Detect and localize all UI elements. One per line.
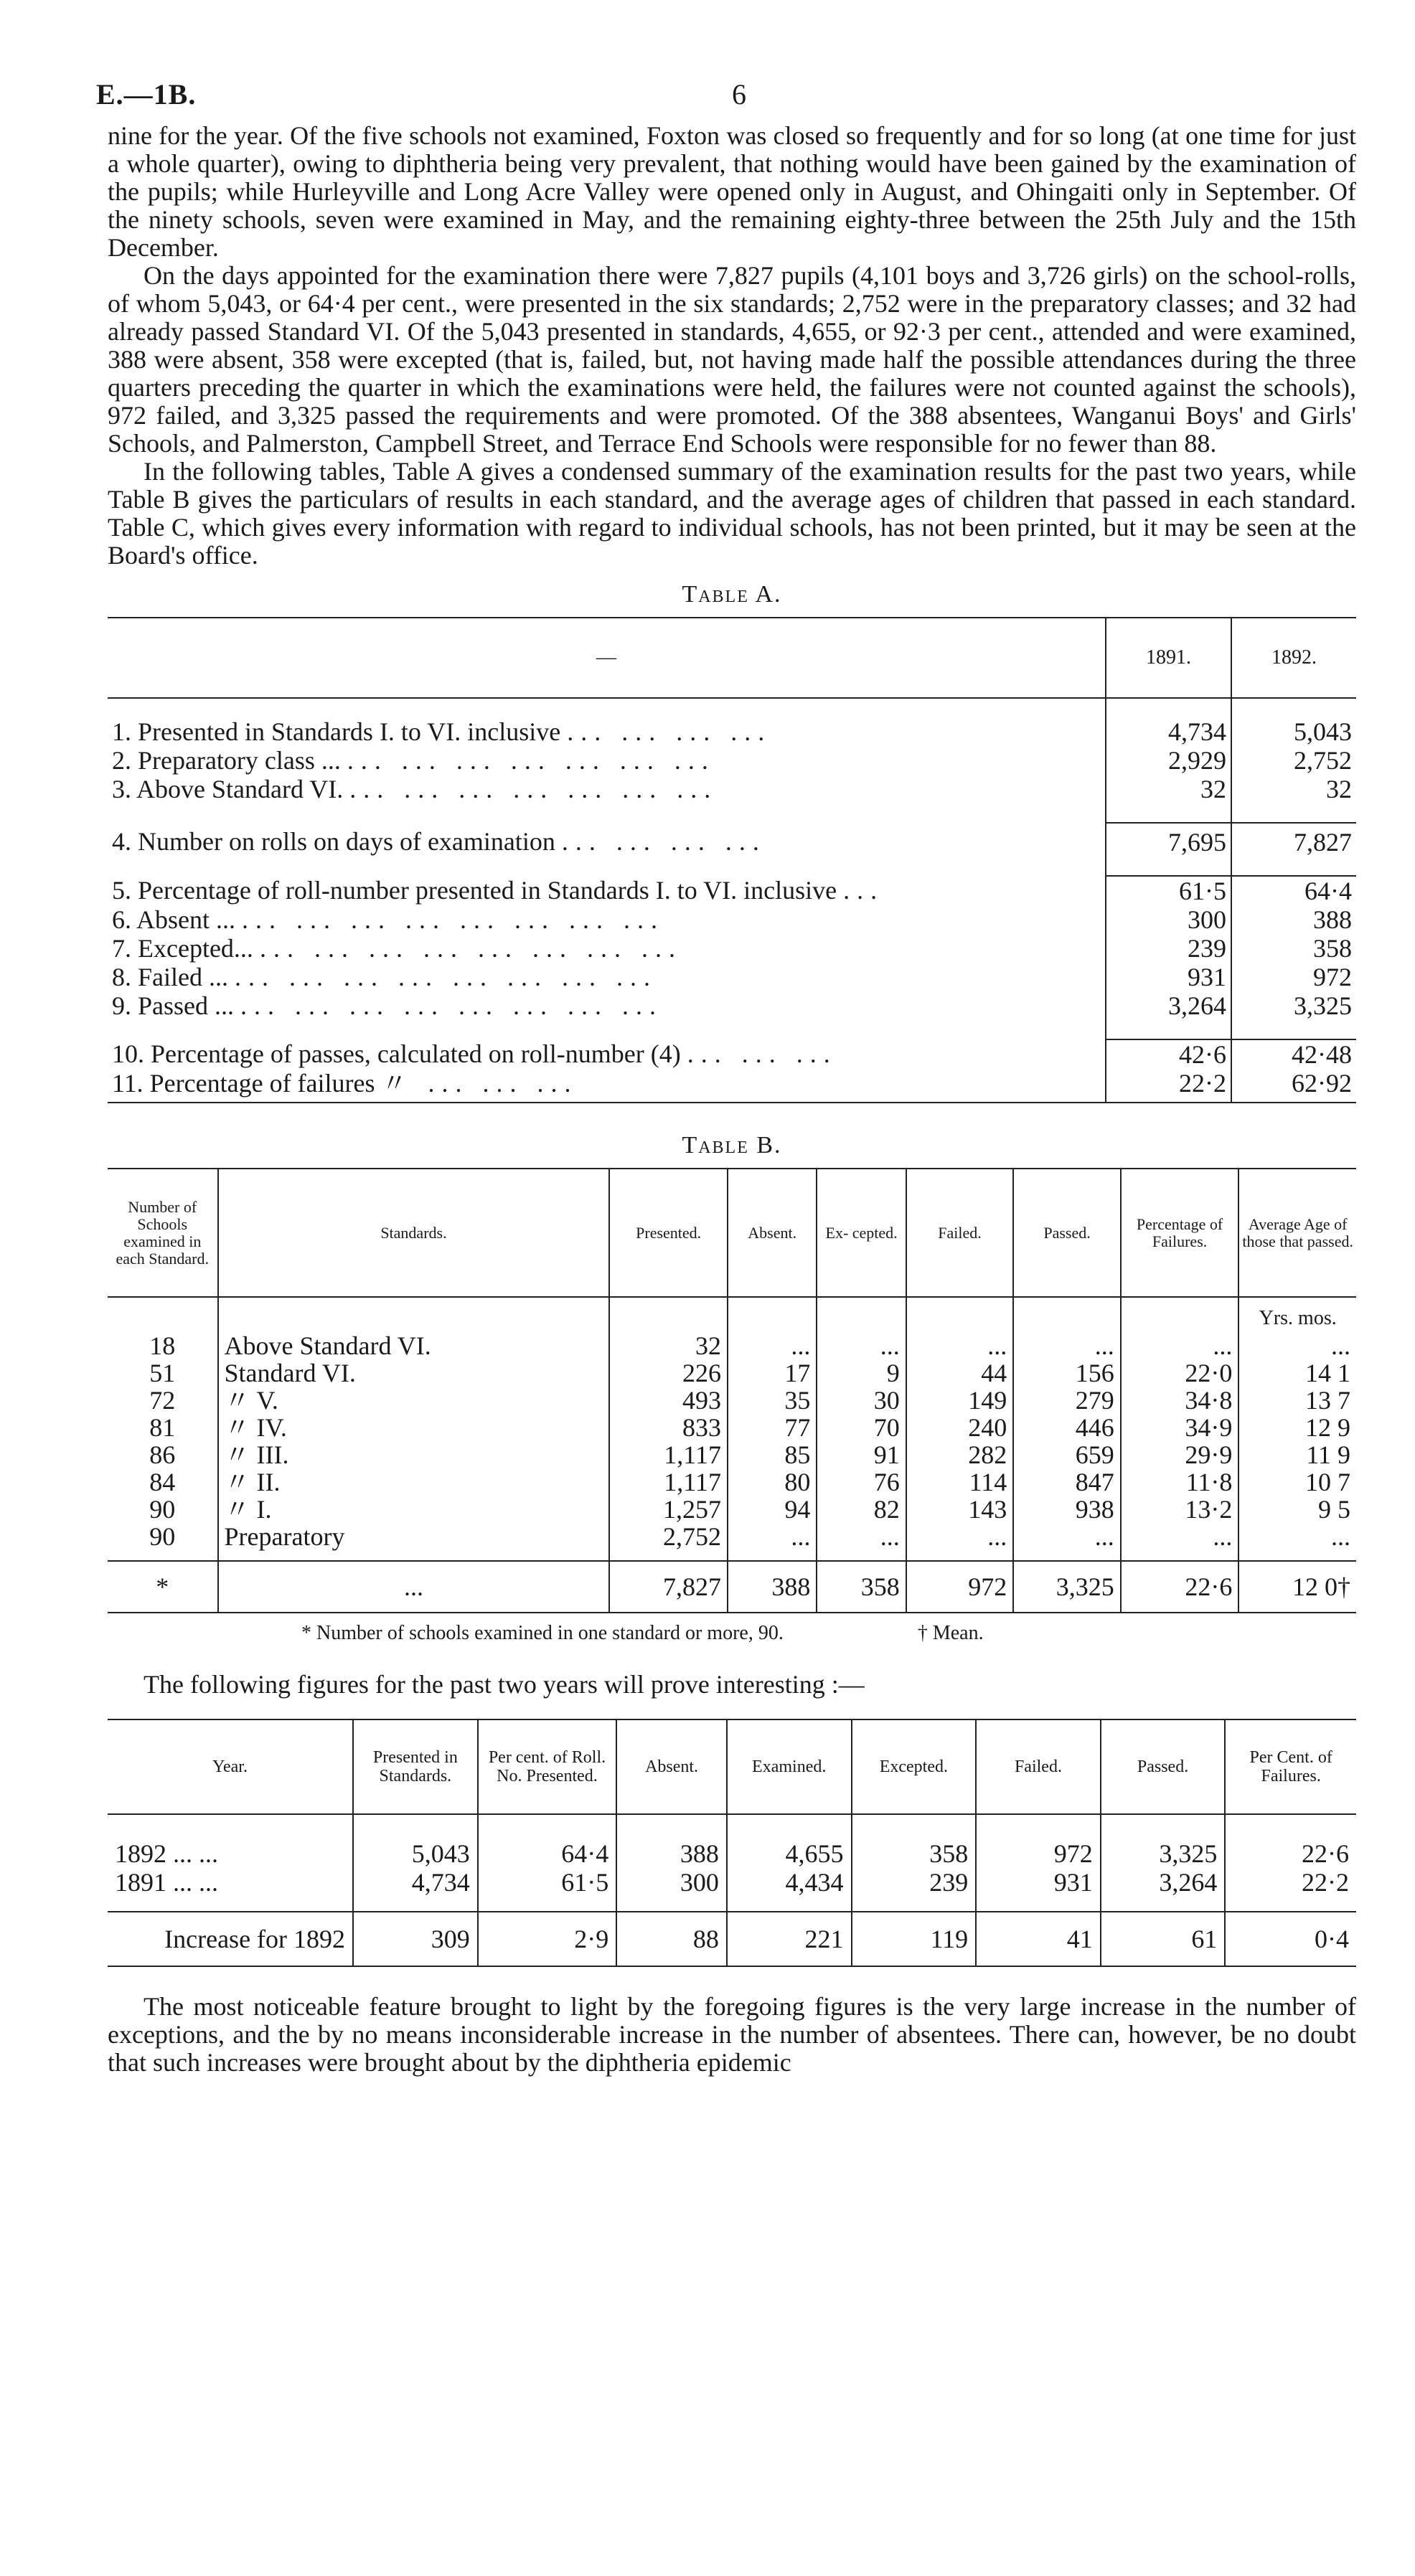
cell-absent: 388: [728, 1561, 817, 1613]
table-b: [108, 1168, 1356, 1613]
value-1892: 32: [1231, 775, 1356, 803]
cell-passed: 3,264: [1101, 1868, 1226, 1912]
table-c: [108, 1719, 1356, 1967]
cell-presented: 1,117: [609, 1441, 728, 1468]
cell-failed: ...: [906, 1332, 1014, 1359]
cell-schools: 90: [149, 1522, 176, 1551]
paragraph-1: nine for the year. Of the five schools not examined, Foxton was closed so frequently and for so long (at one time for just a whole quarter), owing to diphtheria being very prevalent, that nothing would have been gained by the examination of the pupils; while Hurleyville and Long Acre Valley were opened only in August, and Ohingaiti only in September. Of the ninety schools, seven were examined in May, and the remaining eighty-three between the 25th July and the 15th December.: [108, 121, 1356, 262]
cell-absent: 88: [616, 1912, 727, 1966]
value-1892: 358: [1231, 934, 1356, 963]
cell-presented: 1,257: [609, 1496, 728, 1523]
row-label: 3. Above Standard VI.: [112, 775, 344, 803]
header-passed: Passed.: [1101, 1719, 1226, 1814]
value-1891: 931: [1106, 963, 1231, 991]
cell-failed: 931: [976, 1868, 1101, 1912]
cell-excepted: 239: [852, 1868, 977, 1912]
value-1891: 22·2: [1106, 1069, 1231, 1103]
cell-passed: 446: [1013, 1414, 1121, 1441]
cell-pct-fail: 22·6: [1225, 1814, 1356, 1868]
table-row: [108, 1814, 1356, 1868]
cell-passed: 847: [1013, 1468, 1121, 1496]
cell-presented: 5,043: [353, 1814, 478, 1868]
cell-age: 13 7: [1238, 1387, 1356, 1414]
cell-excepted: 70: [817, 1414, 906, 1441]
leader-dots: ... ... ... ... ... ... ... ...: [234, 963, 657, 991]
cell-absent: 35: [728, 1387, 817, 1414]
table-row: [108, 1468, 1356, 1496]
leader-dots: 〃 ... ... ...: [381, 1069, 578, 1098]
cell-absent: 388: [616, 1814, 727, 1868]
value-1892: 5,043: [1231, 717, 1356, 746]
value-1892: 972: [1231, 963, 1356, 991]
header-failed: Failed.: [906, 1169, 1014, 1297]
cell-presented: 4,734: [353, 1868, 478, 1912]
cell-presented: 493: [609, 1387, 728, 1414]
header-excepted: Ex- cepted.: [817, 1169, 906, 1297]
cell-excepted: 358: [817, 1561, 906, 1613]
header-pct-failures: Percentage of Failures.: [1121, 1169, 1239, 1297]
cell-passed: ...: [1013, 1523, 1121, 1561]
header-pct-roll: Per cent. of Roll. No. Presented.: [478, 1719, 617, 1814]
cell-year: Increase for 1892: [108, 1912, 353, 1966]
value-1892: 3,325: [1231, 991, 1356, 1020]
cell-pct: ...: [1121, 1523, 1239, 1561]
closing-paragraph: The most noticeable feature brought to light by the foregoing figures is the very large increase in the number of exceptions, and the by no means inconsiderable increase in the number of absentees. There can, however, be no doubt that such increases were brought about by the diphtheria epidemic: [108, 1992, 1356, 2077]
header-excepted: Excepted.: [852, 1719, 977, 1814]
paragraph-3: In the following tables, Table A gives a condensed summary of the examination results for the past two years, while Table B gives the particulars of results in each standard, and the average ages of children that passed in each standard. Table C, which gives every information with regard to individual schools, has not been printed, but it may be seen at the Board's office.: [108, 457, 1356, 570]
table-row: [108, 1523, 1356, 1561]
cell-pct: 22·6: [1121, 1561, 1239, 1613]
table-b-footnote: [301, 1622, 1356, 1645]
age-units: Yrs. mos.: [1238, 1297, 1356, 1332]
cell-standard: 〃 III.: [218, 1441, 610, 1468]
row-label: 7. Excepted...: [112, 934, 253, 963]
cell-pct-roll: 61·5: [478, 1868, 617, 1912]
cell-age: 10 7: [1238, 1468, 1356, 1496]
header-absent: Absent.: [616, 1719, 727, 1814]
table-a-year-1892: 1892.: [1231, 618, 1356, 698]
cell-year: 1892 ... ...: [115, 1839, 218, 1868]
cell-pct: 34·8: [1121, 1387, 1239, 1414]
table-row: [108, 1868, 1356, 1912]
cell-failed: 41: [976, 1912, 1101, 1966]
value-1891: 3,264: [1106, 991, 1231, 1020]
cell-age: 9 5: [1238, 1496, 1356, 1523]
value-1891: 32: [1106, 775, 1231, 803]
table-row: [108, 963, 1356, 991]
row-label: 5. Percentage of roll-number presented in Standards I. to VI. inclusive: [112, 876, 837, 905]
table-row: [108, 1414, 1356, 1441]
cell-presented: 226: [609, 1359, 728, 1387]
table-row: [108, 1359, 1356, 1387]
table-row: [108, 746, 1356, 775]
cell-excepted: 91: [817, 1441, 906, 1468]
cell-age: ...: [1238, 1332, 1356, 1359]
table-row: [108, 1297, 1356, 1332]
value-1892: 42·48: [1231, 1039, 1356, 1069]
cell-standard: Above Standard VI.: [218, 1332, 610, 1359]
cell-schools: 72: [149, 1386, 176, 1415]
cell-passed: 156: [1013, 1359, 1121, 1387]
row-label: 8. Failed ...: [112, 963, 228, 991]
cell-excepted: 76: [817, 1468, 906, 1496]
interesting-intro: The following figures for the past two years will prove interesting :—: [144, 1670, 865, 1699]
value-1892: 62·92: [1231, 1069, 1356, 1103]
table-row: [108, 1387, 1356, 1414]
table-b-caption: Table B.: [682, 1132, 782, 1159]
cell-schools: 51: [149, 1359, 176, 1387]
cell-presented: 309: [353, 1912, 478, 1966]
value-1891: 7,695: [1106, 823, 1231, 857]
cell-failed: 143: [906, 1496, 1014, 1523]
table-c-increase-row: [108, 1912, 1356, 1966]
cell-presented: 2,752: [609, 1523, 728, 1561]
cell-failed: 44: [906, 1359, 1014, 1387]
table-row: [108, 1069, 1356, 1103]
cell-pct: 22·0: [1121, 1359, 1239, 1387]
cell-passed: 61: [1101, 1912, 1226, 1966]
table-row: [108, 775, 1356, 803]
cell-standard: 〃 IV.: [218, 1414, 610, 1441]
value-1891: 42·6: [1106, 1039, 1231, 1069]
cell-age: 12 0†: [1238, 1561, 1356, 1613]
table-row: [108, 876, 1356, 905]
cell-schools: 86: [149, 1440, 176, 1469]
leader-dots: ... ... ... ... ... ... ... ...: [259, 934, 682, 963]
page-header: [96, 72, 1356, 122]
cell-examined: 4,655: [727, 1814, 852, 1868]
table-b-total-row: [108, 1561, 1356, 1613]
cell-age: 11 9: [1238, 1441, 1356, 1468]
table-row: [108, 991, 1356, 1020]
table-a-dash: —: [108, 618, 1106, 698]
cell-failed: 972: [976, 1814, 1101, 1868]
cell-passed: 3,325: [1013, 1561, 1121, 1613]
cell-presented: 833: [609, 1414, 728, 1441]
value-1892: 388: [1231, 905, 1356, 934]
cell-excepted: 358: [852, 1814, 977, 1868]
table-row: [108, 1039, 1356, 1069]
table-row: [108, 934, 1356, 963]
cell-passed: ...: [1013, 1332, 1121, 1359]
value-1891: 4,734: [1106, 717, 1231, 746]
table-a-caption: Table A.: [682, 581, 782, 608]
cell-failed: 114: [906, 1468, 1014, 1496]
header-passed: Passed.: [1013, 1169, 1121, 1297]
leader-dots: ... ... ... ... ... ... ...: [349, 775, 718, 803]
cell-age: ...: [1238, 1523, 1356, 1561]
value-1891: 2,929: [1106, 746, 1231, 775]
header-failed: Failed.: [976, 1719, 1101, 1814]
cell-absent: 85: [728, 1441, 817, 1468]
document-reference: E.—1B.: [96, 78, 197, 110]
cell-age: 12 9: [1238, 1414, 1356, 1441]
cell-absent: ...: [728, 1332, 817, 1359]
footnote-schools: * Number of schools examined in one standard or more, 90.: [301, 1622, 784, 1644]
cell-pct: 13·2: [1121, 1496, 1239, 1523]
cell-excepted: ...: [817, 1523, 906, 1561]
cell-schools: 84: [149, 1468, 176, 1496]
cell-pct-roll: 64·4: [478, 1814, 617, 1868]
cell-schools: 18: [149, 1331, 176, 1360]
cell-presented: 7,827: [609, 1561, 728, 1613]
leader-dots: ... ... ...: [687, 1039, 837, 1068]
value-1892: 64·4: [1231, 876, 1356, 905]
leader-dots: ... ... ... ... ... ... ... ...: [242, 905, 665, 934]
table-row: [108, 717, 1356, 746]
cell-absent: 80: [728, 1468, 817, 1496]
header-absent: Absent.: [728, 1169, 817, 1297]
table-a-year-1891: 1891.: [1106, 618, 1231, 698]
row-label: 9. Passed ...: [112, 991, 234, 1020]
header-examined: Examined.: [727, 1719, 852, 1814]
leader-dots: ... ... ... ...: [567, 717, 772, 746]
table-row: [108, 905, 1356, 934]
cell-pct: 34·9: [1121, 1414, 1239, 1441]
cell-standard: 〃 II.: [218, 1468, 610, 1496]
leader-dots: ... ... ... ... ... ... ...: [347, 746, 715, 775]
row-label: 10. Percentage of passes, calculated on roll-number (4): [112, 1039, 681, 1068]
cell-standard: Preparatory: [218, 1523, 610, 1561]
header-presented: Presented in Standards.: [353, 1719, 478, 1814]
header-presented: Presented.: [609, 1169, 728, 1297]
cell-excepted: 82: [817, 1496, 906, 1523]
table-b-header: [108, 1169, 1356, 1297]
cell-presented: 1,117: [609, 1468, 728, 1496]
header-average-age: Average Age of those that passed.: [1238, 1169, 1356, 1297]
cell-absent: 300: [616, 1868, 727, 1912]
cell-failed: 149: [906, 1387, 1014, 1414]
header-year: Year.: [108, 1719, 353, 1814]
cell-examined: 221: [727, 1912, 852, 1966]
cell-failed: 282: [906, 1441, 1014, 1468]
cell-excepted: 9: [817, 1359, 906, 1387]
cell-pct: 29·9: [1121, 1441, 1239, 1468]
cell-failed: 972: [906, 1561, 1014, 1613]
cell-excepted: 119: [852, 1912, 977, 1966]
cell-passed: 938: [1013, 1496, 1121, 1523]
cell-schools: 90: [149, 1495, 176, 1524]
cell-failed: 240: [906, 1414, 1014, 1441]
leader-dots: ... ... ... ...: [561, 827, 766, 856]
leader-dots: ... ... ... ... ... ... ... ...: [240, 991, 663, 1020]
table-row: [108, 1496, 1356, 1523]
cell-passed: 659: [1013, 1441, 1121, 1468]
table-row: [108, 1441, 1356, 1468]
row-label: 2. Preparatory class ...: [112, 746, 341, 775]
value-1892: 7,827: [1231, 823, 1356, 857]
header-pct-failures: Per Cent. of Failures.: [1225, 1719, 1356, 1814]
cell-absent: ...: [728, 1523, 817, 1561]
page-number: 6: [732, 78, 746, 110]
cell-presented: 32: [609, 1332, 728, 1359]
cell-pct-fail: 0·4: [1225, 1912, 1356, 1966]
footnote-mean: † Mean.: [917, 1622, 984, 1644]
document-page: [96, 72, 1356, 2077]
cell-absent: 94: [728, 1496, 817, 1523]
cell-absent: 77: [728, 1414, 817, 1441]
row-label: 4. Number on rolls on days of examination: [112, 827, 555, 856]
cell-failed: ...: [906, 1523, 1014, 1561]
cell-passed: 3,325: [1101, 1814, 1226, 1868]
table-row: [108, 823, 1356, 857]
value-1892: 2,752: [1231, 746, 1356, 775]
cell-pct: 11·8: [1121, 1468, 1239, 1496]
cell-pct-fail: 22·2: [1225, 1868, 1356, 1912]
cell-excepted: ...: [817, 1332, 906, 1359]
value-1891: 300: [1106, 905, 1231, 934]
value-1891: 61·5: [1106, 876, 1231, 905]
cell-standard: Standard VI.: [218, 1359, 610, 1387]
header-standards: Standards.: [218, 1169, 610, 1297]
cell-year: 1891 ... ...: [115, 1868, 218, 1897]
cell-examined: 4,434: [727, 1868, 852, 1912]
table-a-header: [108, 618, 1356, 698]
cell-pct-roll: 2·9: [478, 1912, 617, 1966]
table-c-header: [108, 1719, 1356, 1814]
cell-standard: ...: [218, 1561, 610, 1613]
cell-schools: 81: [149, 1413, 176, 1442]
leader-dots: ...: [843, 876, 885, 905]
header-schools: Number of Schools examined in each Standard.: [108, 1169, 218, 1297]
cell-standard: 〃 I.: [218, 1496, 610, 1523]
table-row: [108, 1332, 1356, 1359]
cell-pct: ...: [1121, 1332, 1239, 1359]
cell-excepted: 30: [817, 1387, 906, 1414]
cell-absent: 17: [728, 1359, 817, 1387]
row-label: 1. Presented in Standards I. to VI. inclusive: [112, 717, 561, 746]
cell-age: 14 1: [1238, 1359, 1356, 1387]
table-a: [108, 617, 1356, 1103]
row-label: 11. Percentage of failures: [112, 1069, 375, 1098]
cell-schools: *: [108, 1561, 218, 1613]
cell-standard: 〃 V.: [218, 1387, 610, 1414]
paragraph-2: On the days appointed for the examination there were 7,827 pupils (4,101 boys and 3,726 girls) on the school-rolls, of whom 5,043, or 64·4 per cent., were presented in the six standards; 2,752 were in the preparatory classes; and 32 had already passed Standard VI. Of the 5,043 presented in standards, 4,655, or 92·3 per cent., attended and were examined, 388 were absent, 358 were excepted (that is, failed, but, not having made half the possible attendances during the three quarters preceding the quarter in which the examinations were held, the failures were not counted against the schools), 972 failed, and 3,325 passed the requirements and were promoted. Of the 388 absentees, Wanganui Boys' and Girls' Schools, and Palmerston, Campbell Street, and Terrace End Schools were responsible for no fewer than 88.: [108, 261, 1356, 458]
row-label: 6. Absent ...: [112, 905, 236, 934]
value-1891: 239: [1106, 934, 1231, 963]
cell-passed: 279: [1013, 1387, 1121, 1414]
